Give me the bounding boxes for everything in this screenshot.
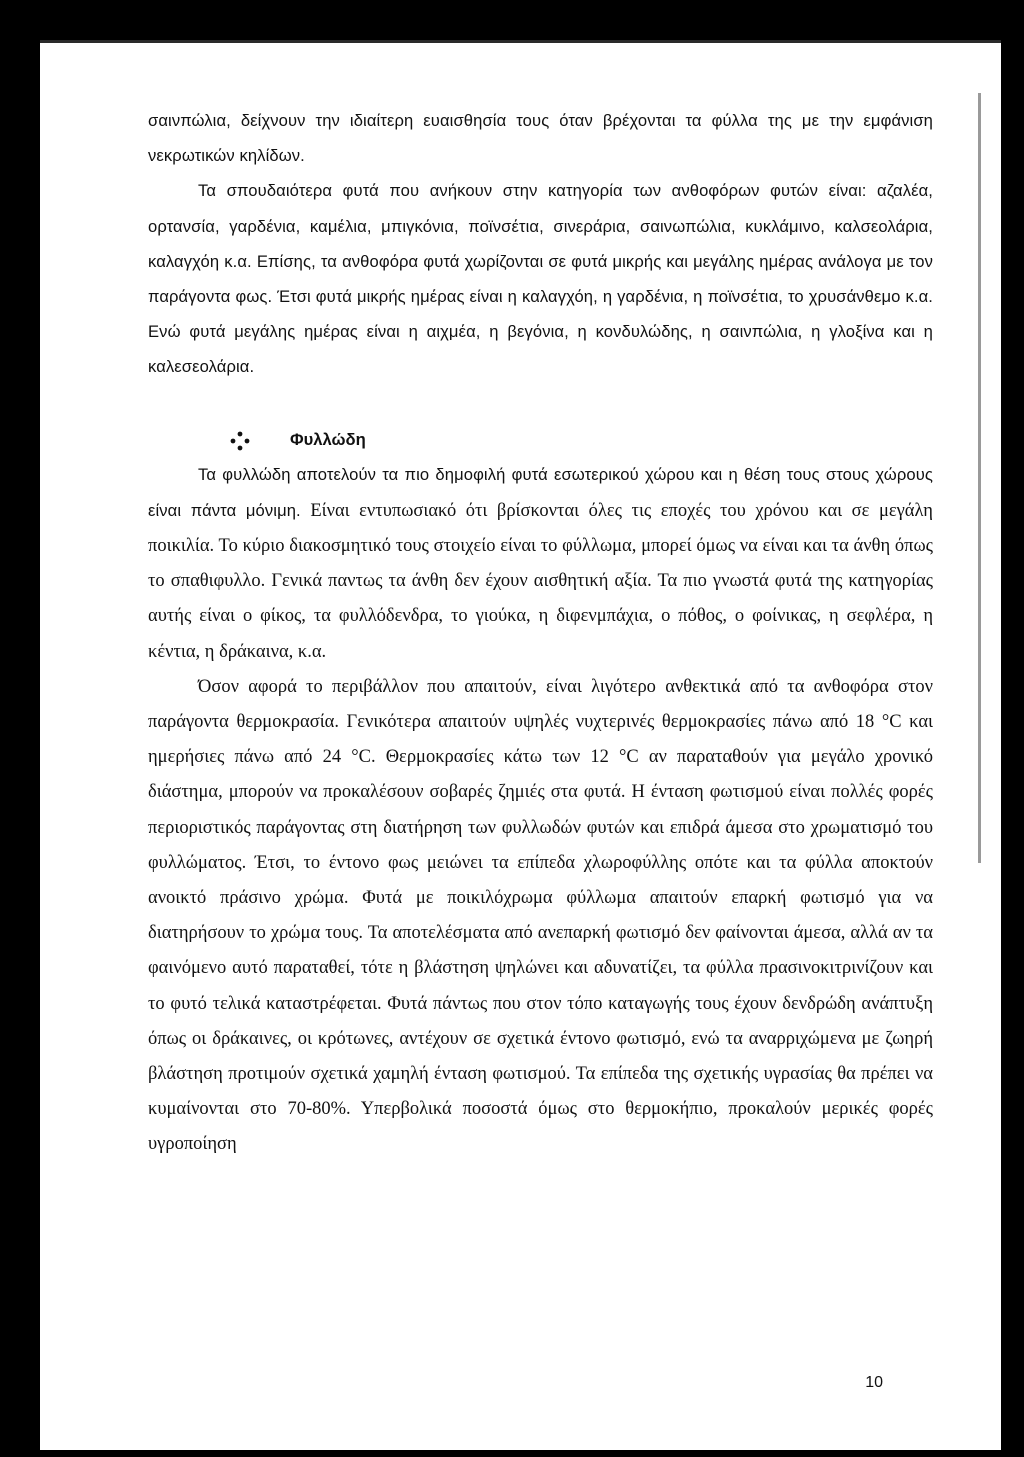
paragraph-foliage-intro-serif: Είναι εντυπωσιακό ότι βρίσκονται όλες τις εποχές του χρόνου και σε μεγάλη ποικιλία. Το κύριο διακοσμητικό τους στοιχείο είναι το φύλλωμα, μπορεί όμως να είναι και τα άνθη όπως το σπαθιφυλλο. Γενικά παντως τα άνθη δεν έχουν αισθητική αξία. Τα πιο γνωστά φυτά της κατηγορίας αυτής είναι ο φίκος, τα φυλλόδενδρα, το γιούκα, η διφενμπάχια, ο πόθος, ο φοίνικας, η σεφλέρα, η κέντια, η δράκαινα, κ.α. xyxy=(148,500,933,662)
section-heading xyxy=(148,422,933,457)
page-content xyxy=(148,103,933,1163)
section-gap xyxy=(148,385,933,420)
paragraph-foliage-intro-sans: Τα φυλλώδη αποτελούν τα πιο δημοφιλή φυτά εσωτερικού χώρου και η θέση τους στους χώρους είναι πάντα μόνιμη. xyxy=(148,464,933,520)
paragraph-continued: σαινπώλια, δείχνουν την ιδιαίτερη ευαισθησία τους όταν βρέχονται τα φύλλα της με την εμφάνιση νεκρωτικών κηλίδων. xyxy=(148,111,933,166)
page-frame-edge xyxy=(978,93,981,863)
paragraph-foliage-environment: Όσον αφορά το περιβάλλον που απαιτούν, είναι λιγότερο ανθεκτικά από τα ανθοφόρα στον παράγοντα θερμοκρασία. Γενικότερα απαιτούν υψηλές νυχτερινές θερμοκρασίες πάνω από 18 °C και ημερήσιες πάνω από 24 °C. Θερμοκρασίες κάτω των 12 °C αν παραταθούν για μεγάλο χρονικό διάστημα, μπορούν να προκαλέσουν σοβαρές ζημιές στα φυτά. Η ένταση φωτισμού είναι πολλές φορές περιοριστικός παράγοντας στη διατήρηση των φυλλωδών φυτών και επιδρά άμεσα στο χρωματισμό του φυλλώματος. Έτσι, το έντονο φως μειώνει τα επίπεδα χλωροφύλλης οπότε και τα φύλλα αποκτούν ανοικτό πράσινο χρώμα. Φυτά με ποικιλόχρωμα φύλλωμα απαιτούν επαρκή φωτισμό για να διατηρήσουν το χρώμα τους. Τα αποτελέσματα από ανεπαρκή φωτισμό δεν φαίνονται άμεσα, αλλά αν τα φαινόμενο αυτό παραταθεί, τότε η βλάστηση ψηλώνει και αδυνατίζει, τα φύλλα πρασινοκιτρινίζουν και το φυτό τελικά καταστρέφεται. Φυτά πάντως που στον τόπο καταγωγής τους έχουν δενδρώδη ανάπτυξη όπως οι δράκαινες, οι κρότωνες, αντέχουν σε σχετικά έντονο φωτισμό, ενώ τα αναρριχώμενα με ζωηρή βλάστηση προτιμούν σχετικά χαμηλή ένταση φωτισμού. Τα επίπεδα της σχετικής υγρασίας θα πρέπει να κυμαίνονται στο 70-80%. Υπερβολικά ποσοστά όμως στο θερμοκήπιο, προκαλούν μερικές φορές υγροποίηση xyxy=(148,676,933,1155)
document-page xyxy=(40,40,1001,1450)
paragraph-foliage-intro xyxy=(148,457,933,670)
diamond-dots-bullet-icon xyxy=(230,429,250,449)
section-title: Φυλλώδη xyxy=(290,429,366,449)
paragraph-flowering-plants: Τα σπουδαιότερα φυτά που ανήκουν στην κατηγορία των ανθοφόρων φυτών είναι: αζαλέα, ορτανσία, γαρδένια, καμέλια, μπιγκόνια, ποϊνσέτια, σινεράρια, σαινωπώλια, κυκλάμινο, καλσεολάρια, καλαγχόη κ.α. Επίσης, τα ανθοφόρα φυτά χωρίζονται σε φυτά μικρής και μεγάλης ημέρας ανάλογα με τον παράγοντα φως. Έτσι φυτά μικρής ημέρας είναι η καλαγχόη, η γαρδένια, η ποϊνσέτια, το χρυσάνθεμο κ.α. Ενώ φυτά μεγάλης ημέρας είναι η αιχμέα, η βεγόνια, η κονδυλώδης, η σαινπώλια, η γλοξίνα και η καλεσεολάρια. xyxy=(148,181,933,377)
page-number: 10 xyxy=(865,1374,883,1391)
